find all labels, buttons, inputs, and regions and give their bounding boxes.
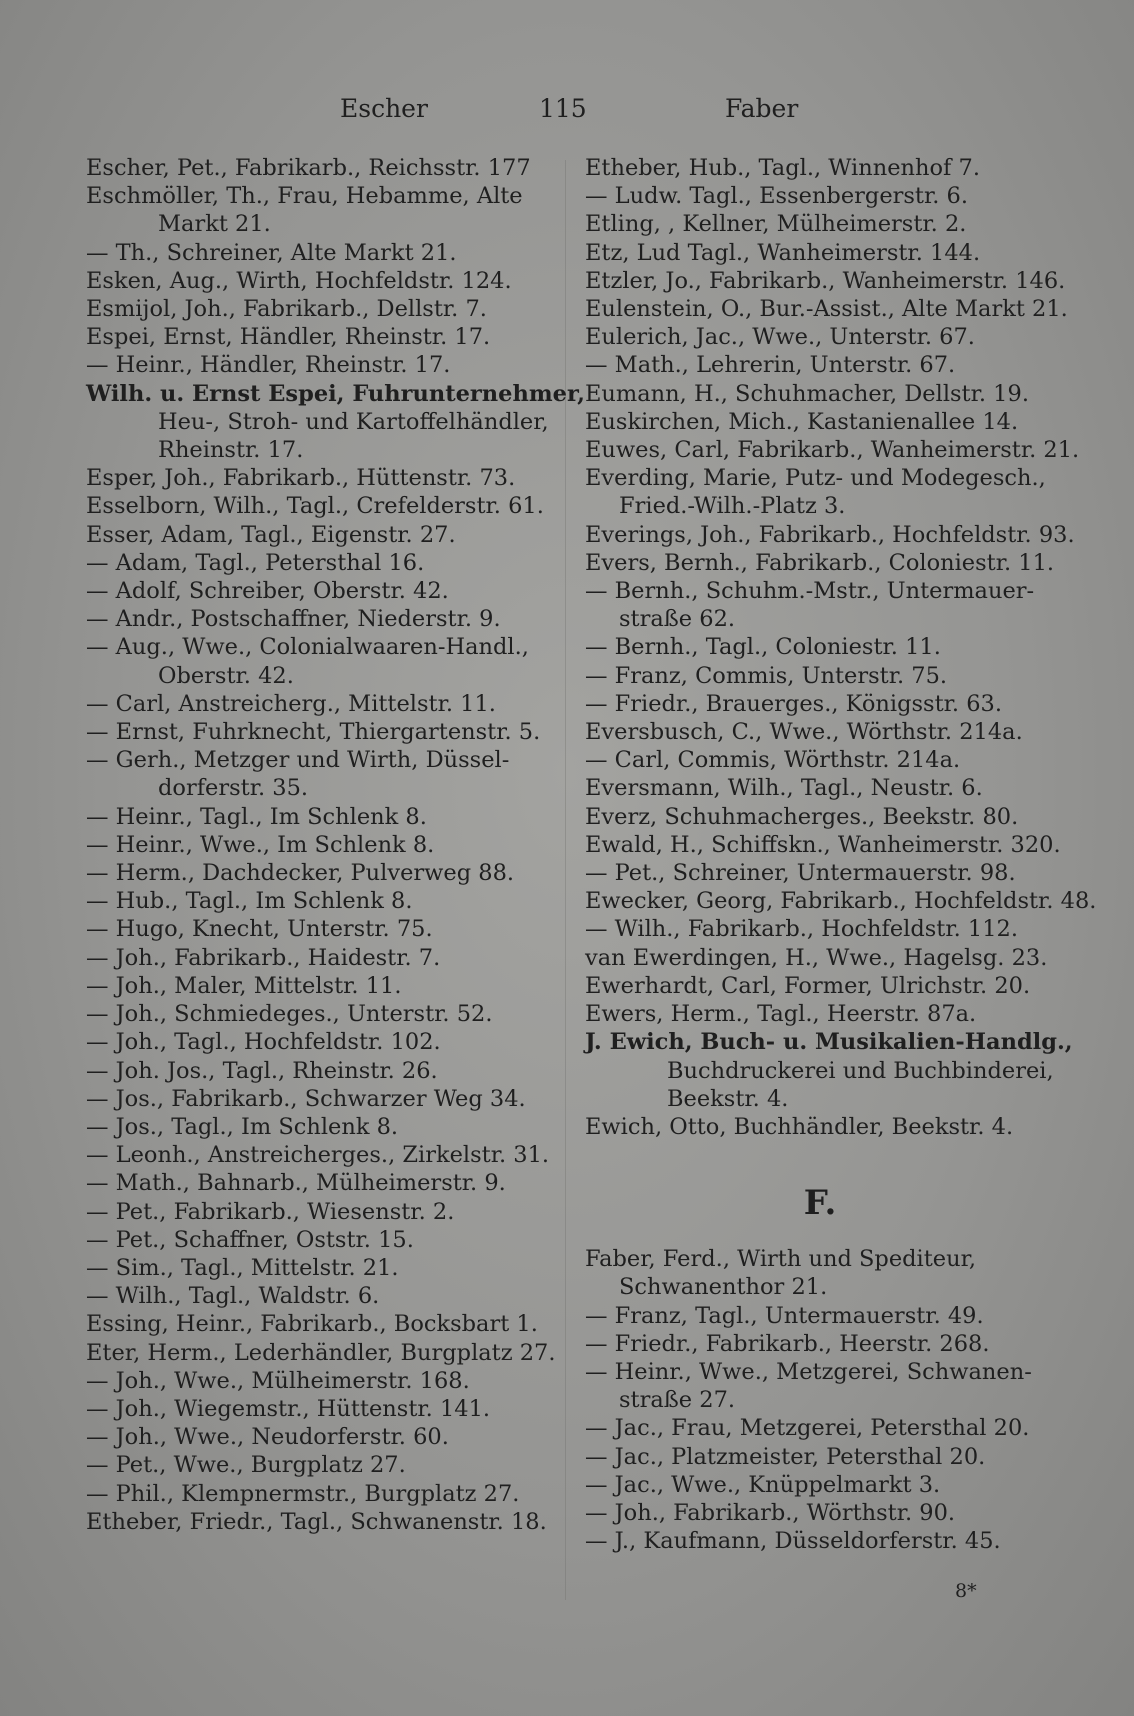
right-column — [585, 154, 1097, 1555]
directory-entry: Evers, Bernh., Fabrikarb., Coloniestr. 11. — [585, 549, 1055, 576]
directory-entry-continuation: Beekstr. 4. — [667, 1085, 789, 1112]
directory-entry: Eversbusch, C., Wwe., Wörthstr. 214a. — [585, 719, 1023, 746]
directory-entry-continuation: straße 27. — [619, 1387, 736, 1414]
directory-entry: — Wilh., Tagl., Waldstr. 6. — [86, 1283, 380, 1310]
directory-entry: — Joh., Schmiedeges., Unterstr. 52. — [86, 1001, 493, 1028]
directory-entry: Ewich, Otto, Buchhändler, Beekstr. 4. — [585, 1113, 1014, 1140]
directory-entry: — Pet., Schreiner, Untermauerstr. 98. — [585, 860, 1016, 887]
page-number: 115 — [539, 94, 587, 123]
directory-entry-continuation: dorferstr. 35. — [158, 775, 309, 802]
directory-entry-continuation: straße 62. — [619, 606, 736, 633]
directory-entry: — Aug., Wwe., Colonialwaaren-Handl., — [86, 634, 529, 661]
directory-entry: — Wilh., Fabrikarb., Hochfeldstr. 112. — [585, 916, 1019, 943]
directory-entry: — Hugo, Knecht, Unterstr. 75. — [86, 916, 433, 943]
directory-entry: — Math., Bahnarb., Mülheimerstr. 9. — [86, 1170, 506, 1197]
directory-entry: Esser, Adam, Tagl., Eigenstr. 27. — [86, 521, 456, 548]
directory-entry: Ewald, H., Schiffskn., Wanheimerstr. 320. — [585, 831, 1061, 858]
directory-entry: — Pet., Wwe., Burgplatz 27. — [86, 1452, 406, 1479]
directory-entry: Ewecker, Georg, Fabrikarb., Hochfeldstr. 48. — [585, 888, 1097, 915]
directory-entry-continuation: Markt 21. — [158, 211, 271, 238]
directory-entry: — Adam, Tagl., Petersthal 16. — [86, 549, 425, 576]
directory-entry: — J., Kaufmann, Düsseldorferstr. 45. — [585, 1528, 1001, 1555]
header-right-keyword: Faber — [725, 94, 799, 123]
directory-entry: — Bernh., Schuhm.-Mstr., Untermauer- — [585, 578, 1035, 605]
directory-entry: Everings, Joh., Fabrikarb., Hochfeldstr. 93. — [585, 521, 1075, 548]
directory-entry: — Joh., Wiegemstr., Hüttenstr. 141. — [86, 1395, 491, 1422]
directory-entry: — Ernst, Fuhrknecht, Thiergartenstr. 5. — [86, 719, 541, 746]
directory-entry: — Gerh., Metzger und Wirth, Düssel- — [86, 747, 510, 774]
signature-mark: 8* — [955, 1580, 977, 1602]
directory-entry: Esmijol, Joh., Fabrikarb., Dellstr. 7. — [86, 296, 487, 323]
directory-entry: — Pet., Fabrikarb., Wiesenstr. 2. — [86, 1198, 455, 1225]
directory-entry: Ewerhardt, Carl, Former, Ulrichstr. 20. — [585, 972, 1031, 999]
section-letter: F. — [803, 1183, 837, 1224]
directory-entry: — Joh., Wwe., Mülheimerstr. 168. — [86, 1367, 470, 1394]
directory-entry-continuation: Fried.-Wilh.-Platz 3. — [619, 493, 846, 520]
directory-entry: Etheber, Friedr., Tagl., Schwanenstr. 18. — [86, 1508, 547, 1535]
directory-entry: — Heinr., Tagl., Im Schlenk 8. — [86, 803, 427, 830]
directory-entry: Espei, Ernst, Händler, Rheinstr. 17. — [86, 324, 491, 351]
directory-entry: — Jos., Fabrikarb., Schwarzer Weg 34. — [86, 1085, 526, 1112]
directory-entry: — Heinr., Händler, Rheinstr. 17. — [86, 352, 451, 379]
directory-entry: — Jac., Frau, Metzgerei, Petersthal 20. — [585, 1415, 1030, 1442]
directory-entry: — Carl, Commis, Wörthstr. 214a. — [585, 747, 961, 774]
directory-entry: Etheber, Hub., Tagl., Winnenhof 7. — [585, 155, 980, 181]
directory-entry: — Joh., Tagl., Hochfeldstr. 102. — [86, 1029, 441, 1056]
directory-entry: Eulenstein, O., Bur.-Assist., Alte Markt 21. — [585, 296, 1068, 323]
directory-entry: Eumann, H., Schuhmacher, Dellstr. 19. — [585, 380, 1029, 407]
directory-entry: — Franz, Commis, Unterstr. 75. — [585, 662, 948, 689]
directory-entry: — Bernh., Tagl., Coloniestr. 11. — [585, 634, 941, 661]
directory-entry: Escher, Pet., Fabrikarb., Reichsstr. 177 — [86, 155, 531, 181]
directory-entry: — Jac., Wwe., Knüppelmarkt 3. — [585, 1471, 941, 1498]
directory-entry: — Joh. Jos., Tagl., Rheinstr. 26. — [86, 1057, 438, 1084]
directory-entry: — Joh., Fabrikarb., Haidestr. 7. — [86, 944, 441, 971]
directory-entry: van Ewerdingen, H., Wwe., Hagelsg. 23. — [585, 944, 1048, 971]
page-header — [0, 94, 1134, 128]
left-column — [86, 154, 585, 1536]
directory-entry: Essing, Heinr., Fabrikarb., Bocksbart 1. — [86, 1311, 538, 1338]
directory-entry: — Leonh., Anstreicherges., Zirkelstr. 31. — [86, 1142, 550, 1169]
directory-entry: Etzler, Jo., Fabrikarb., Wanheimerstr. 146. — [585, 267, 1066, 294]
directory-entry: — Joh., Fabrikarb., Wörthstr. 90. — [585, 1499, 956, 1526]
directory-entry: Everz, Schuhmacherges., Beekstr. 80. — [585, 803, 1019, 830]
directory-entry: — Hub., Tagl., Im Schlenk 8. — [86, 888, 413, 915]
directory-entry: Euwes, Carl, Fabrikarb., Wanheimerstr. 21. — [585, 437, 1080, 464]
directory-entry: — Joh., Maler, Mittelstr. 11. — [86, 972, 402, 999]
directory-entry-continuation: Rheinstr. 17. — [158, 437, 304, 464]
directory-entry: — Carl, Anstreicherg., Mittelstr. 11. — [86, 690, 496, 717]
directory-entry: — Heinr., Wwe., Metzgerei, Schwanen- — [585, 1358, 1032, 1385]
directory-entry: — Joh., Wwe., Neudorferstr. 60. — [86, 1424, 449, 1451]
column-divider — [565, 160, 566, 1600]
directory-entry: Euskirchen, Mich., Kastanienallee 14. — [585, 408, 1019, 435]
directory-entry: Esken, Aug., Wirth, Hochfeldstr. 124. — [86, 267, 512, 294]
directory-entry: — Friedr., Brauerges., Königsstr. 63. — [585, 690, 1003, 717]
directory-entry: — Sim., Tagl., Mittelstr. 21. — [86, 1254, 399, 1281]
directory-entry: — Phil., Klempnermstr., Burgplatz 27. — [86, 1480, 520, 1507]
directory-entry-continuation: Schwanenthor 21. — [619, 1274, 828, 1301]
directory-entry: Esselborn, Wilh., Tagl., Crefelderstr. 61. — [86, 493, 544, 520]
header-left-keyword: Escher — [340, 94, 428, 123]
directory-entry: — Friedr., Fabrikarb., Heerstr. 268. — [585, 1330, 990, 1357]
directory-entry: Eulerich, Jac., Wwe., Unterstr. 67. — [585, 324, 975, 351]
directory-entry: — Math., Lehrerin, Unterstr. 67. — [585, 352, 956, 379]
directory-entry-continuation: Buchdruckerei und Buchbinderei, — [667, 1057, 1054, 1084]
directory-entry: Esper, Joh., Fabrikarb., Hüttenstr. 73. — [86, 465, 516, 492]
directory-entry: J. Ewich, Buch- u. Musikalien-Handlg., — [585, 1029, 1073, 1056]
directory-entry: — Franz, Tagl., Untermauerstr. 49. — [585, 1302, 984, 1329]
directory-entry: Eter, Herm., Lederhändler, Burgplatz 27. — [86, 1339, 556, 1366]
directory-entry: Ewers, Herm., Tagl., Heerstr. 87a. — [585, 1001, 977, 1028]
directory-entry: — Jos., Tagl., Im Schlenk 8. — [86, 1113, 399, 1140]
directory-entry: Everding, Marie, Putz- und Modegesch., — [585, 465, 1046, 492]
directory-entry: — Heinr., Wwe., Im Schlenk 8. — [86, 831, 435, 858]
directory-entry: Etz, Lud Tagl., Wanheimerstr. 144. — [585, 239, 981, 266]
directory-entry: Etling, , Kellner, Mülheimerstr. 2. — [585, 211, 967, 238]
directory-entry: — Th., Schreiner, Alte Markt 21. — [86, 239, 457, 266]
directory-entry: — Ludw. Tagl., Essenbergerstr. 6. — [585, 183, 969, 210]
directory-entry: — Adolf, Schreiber, Oberstr. 42. — [86, 578, 449, 605]
directory-entry: Faber, Ferd., Wirth und Spediteur, — [585, 1246, 977, 1273]
directory-entry-continuation: Heu-, Stroh- und Kartoffelhändler, — [158, 408, 549, 435]
directory-entry: — Jac., Platzmeister, Petersthal 20. — [585, 1443, 986, 1470]
directory-entry: Eschmöller, Th., Frau, Hebamme, Alte — [86, 183, 523, 210]
directory-entry: — Herm., Dachdecker, Pulverweg 88. — [86, 860, 515, 887]
directory-entry: — Andr., Postschaffner, Niederstr. 9. — [86, 606, 501, 633]
directory-entry-continuation: Oberstr. 42. — [158, 662, 294, 689]
directory-entry: Wilh. u. Ernst Espei, Fuhrunternehmer, — [86, 380, 585, 407]
directory-entry: — Pet., Schaffner, Oststr. 15. — [86, 1226, 414, 1253]
directory-entry: Eversmann, Wilh., Tagl., Neustr. 6. — [585, 775, 983, 802]
